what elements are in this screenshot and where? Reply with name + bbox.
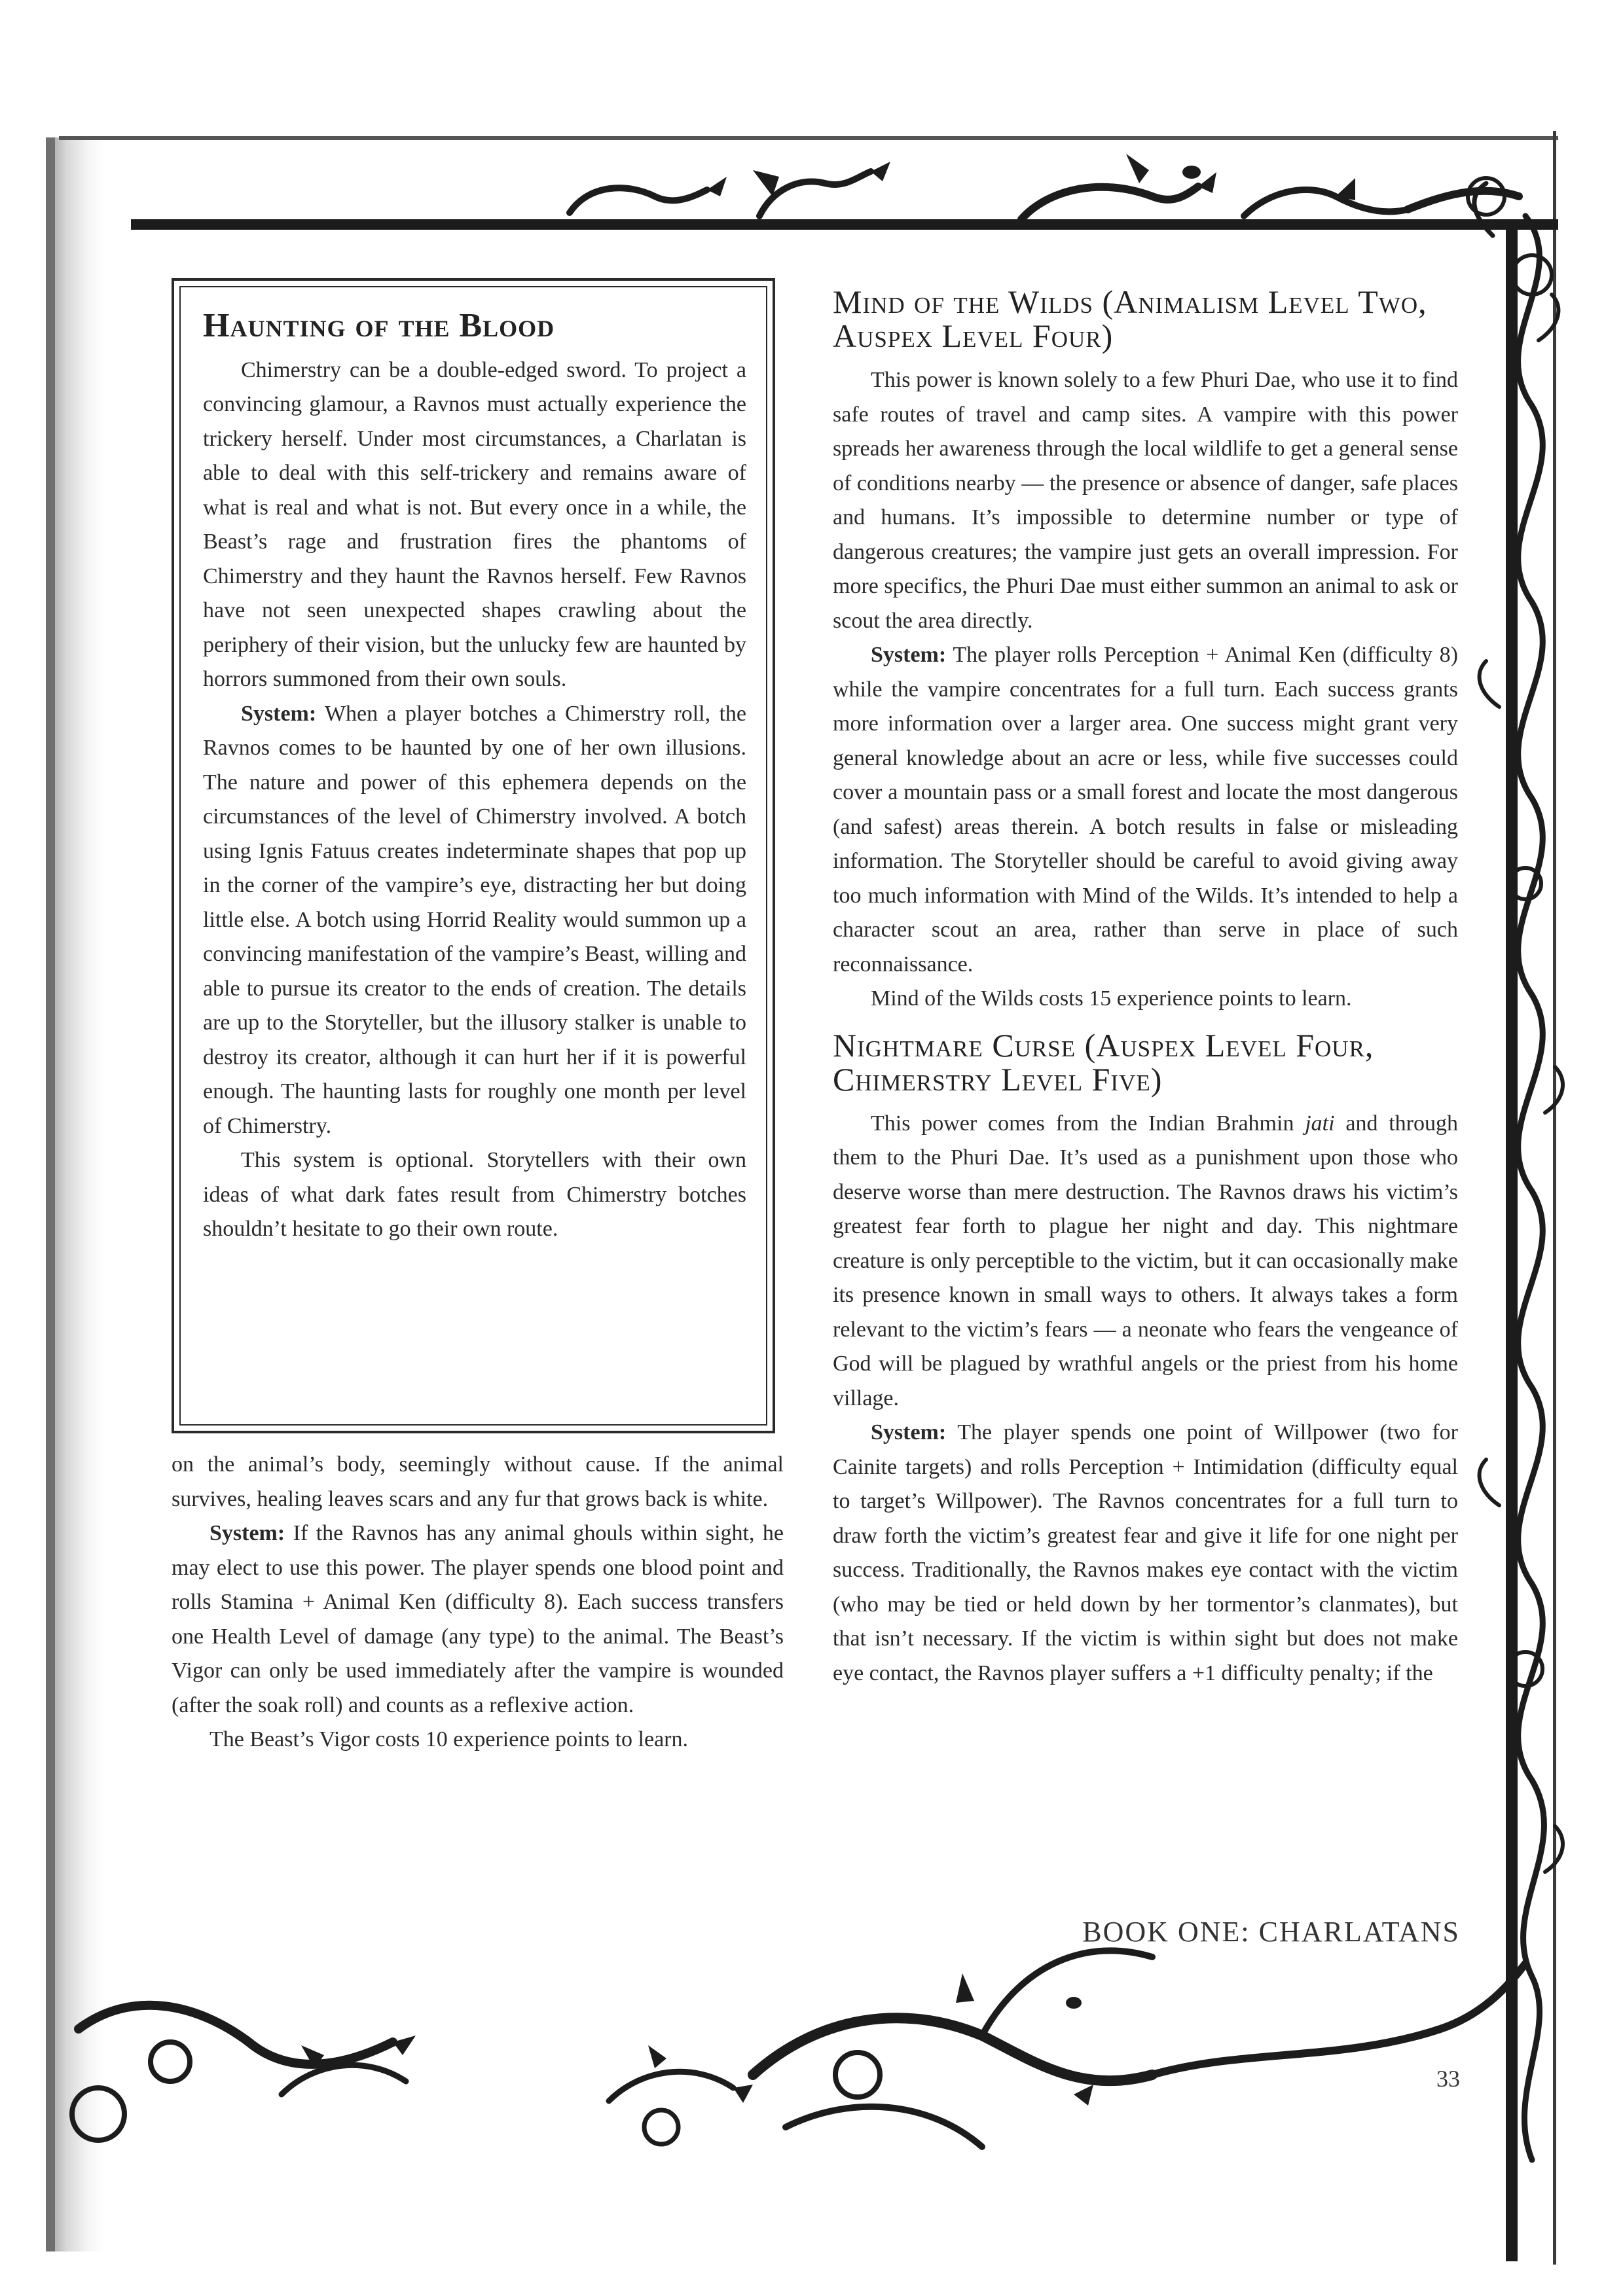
cost-paragraph: Mind of the Wilds costs 15 experience points to learn. [871, 986, 1352, 1011]
text-run: and through them to the Phuri Dae. It’s used as a punishment upon those who deserve worse than mere destruction. The Ravnos draws his victim’s greatest fear forth to plague her night and day. This nightmare creature is only perceptible to the victim, but it can occasionally make its presence known in small ways to others. It always takes a form relevant to the victim’s fears — a neonate who fears the vengeance of God will be plagued by wrathful angels or the priest from his home village. [833, 1111, 1459, 1410]
body-paragraph: on the animal’s body, seemingly without cause. If the animal survives, healing leaves scars and any fur that grows back is white. [172, 1452, 784, 1511]
sidebar-title: Haunting of the Blood [203, 307, 555, 344]
right-column [833, 285, 1458, 1691]
text-run: This power comes from the Indian Brahmin [871, 1111, 1305, 1136]
system-label: System: [871, 1420, 947, 1444]
system-label: System: [210, 1521, 285, 1545]
section-heading-mind-of-the-wilds: Mind of the Wilds (Animalism Level Two, Auspex Level Four) [833, 283, 1427, 354]
system-text: If the Ravnos has any animal ghouls within sight, he may elect to use this power. The player spends one blood point and rolls Stamina + Animal Ken (difficulty 8). Each success transfers one Health Level of damage (any type) to the animal. The Beast’s Vigor can only be used immediately after the vampire is wounded (after the soak roll) and counts as a reflexive action. [172, 1521, 784, 1717]
body-paragraph [833, 1107, 1458, 1416]
sidebar-inner-border [179, 286, 767, 1426]
system-paragraph [833, 1416, 1458, 1691]
system-paragraph [172, 1516, 784, 1723]
cost-paragraph: The Beast’s Vigor costs 10 experience points to learn. [210, 1727, 688, 1751]
system-paragraph [833, 638, 1458, 982]
section-heading-nightmare-curse: Nightmare Curse (Auspex Level Four, Chimerstry Level Five) [833, 1026, 1374, 1098]
sidebar-optional-note: This system is optional. Storytellers with their own ideas of what dark fates result from Chimerstry botches shouldn’t hesitate to go their own route. [203, 1148, 746, 1242]
system-label: System: [241, 701, 317, 726]
system-text: The player rolls Perception + Animal Ken (difficulty 8) while the vampire concentrates for a full turn. Each success grants more information over a larger area. One success might grant very general knowledge about an acre or less, while five successes could cover a mountain pass or a small forest and locate the most dangerous (and safest) areas therein. A botch results in false or misleading information. The Storyteller should be careful to avoid giving away too much information with Mind of the Wilds. It’s intended to help a character scout an area, rather than serve in place of such reconnaissance. [833, 643, 1458, 977]
left-column [172, 1448, 784, 1757]
book-title-footer: BOOK ONE: CHARLATANS [1082, 1916, 1460, 1948]
body-paragraph: This power is known solely to a few Phuri Dae, who use it to find safe routes of travel and camp sites. A vampire with this power spreads her awareness through the local wildlife to get a general sense of conditions nearby — the presence or absence of danger, safe places and humans. It’s impossible to determine number or type of dangerous creatures; the vampire just gets an overall impression. For more specifics, the Phuri Dae must either summon an animal to ask or scout the area directly. [833, 368, 1458, 633]
sidebar-box [172, 278, 775, 1433]
italic-term: jati [1305, 1111, 1335, 1136]
system-text: When a player botches a Chimerstry roll, the Ravnos comes to be haunted by one of her own illusions. The nature and power of this ephemera depends on the circumstances of the level of Chimerstry involved. A botch using Ignis Fatuus creates indeterminate shapes that pop up in the corner of the vampire’s eye, distracting her but doing little else. A botch using Horrid Reality would summon up a convincing manifestation of the vampire’s Beast, willing and able to pursue its creator to the ends of creation. The details are up to the Storyteller, but the illusory stalker is unable to destroy its creator, although it can hurt her if it is powerful enough. The haunting lasts for roughly one month per level of Chimerstry. [203, 701, 746, 1138]
sidebar-paragraph: Chimerstry can be a double-edged sword. To project a convincing glamour, a Ravnos must actually experience the trickery herself. Under most circumstances, a Charlatan is able to deal with this self-trickery and remains aware of what is real and what is not. But every once in a while, the Beast’s rage and frustration fires the phantoms of Chimerstry and they haunt the Ravnos herself. Few Ravnos have not seen unexpected shapes crawling about the periphery of their vision, but the unlucky few are haunted by horrors summoned from their own souls. [203, 357, 746, 692]
system-text: The player spends one point of Willpower (two for Cainite targets) and rolls Perception + Intimidation (difficulty equal to target’s Willpower). The Ravnos concentrates for a full turn to draw forth the victim’s greatest fear and give it life for one night per success. Traditionally, the Ravnos makes eye contact with the victim (who may be tied or held down by her tormentor’s clanmates), but that isn’t necessary. If the victim is within sight but does not make eye contact, the Ravnos player suffers a +1 difficulty penalty; if the [833, 1420, 1458, 1685]
page-number: 33 [1436, 2066, 1460, 2092]
sidebar-system-paragraph [203, 697, 746, 1144]
system-label: System: [871, 643, 947, 667]
